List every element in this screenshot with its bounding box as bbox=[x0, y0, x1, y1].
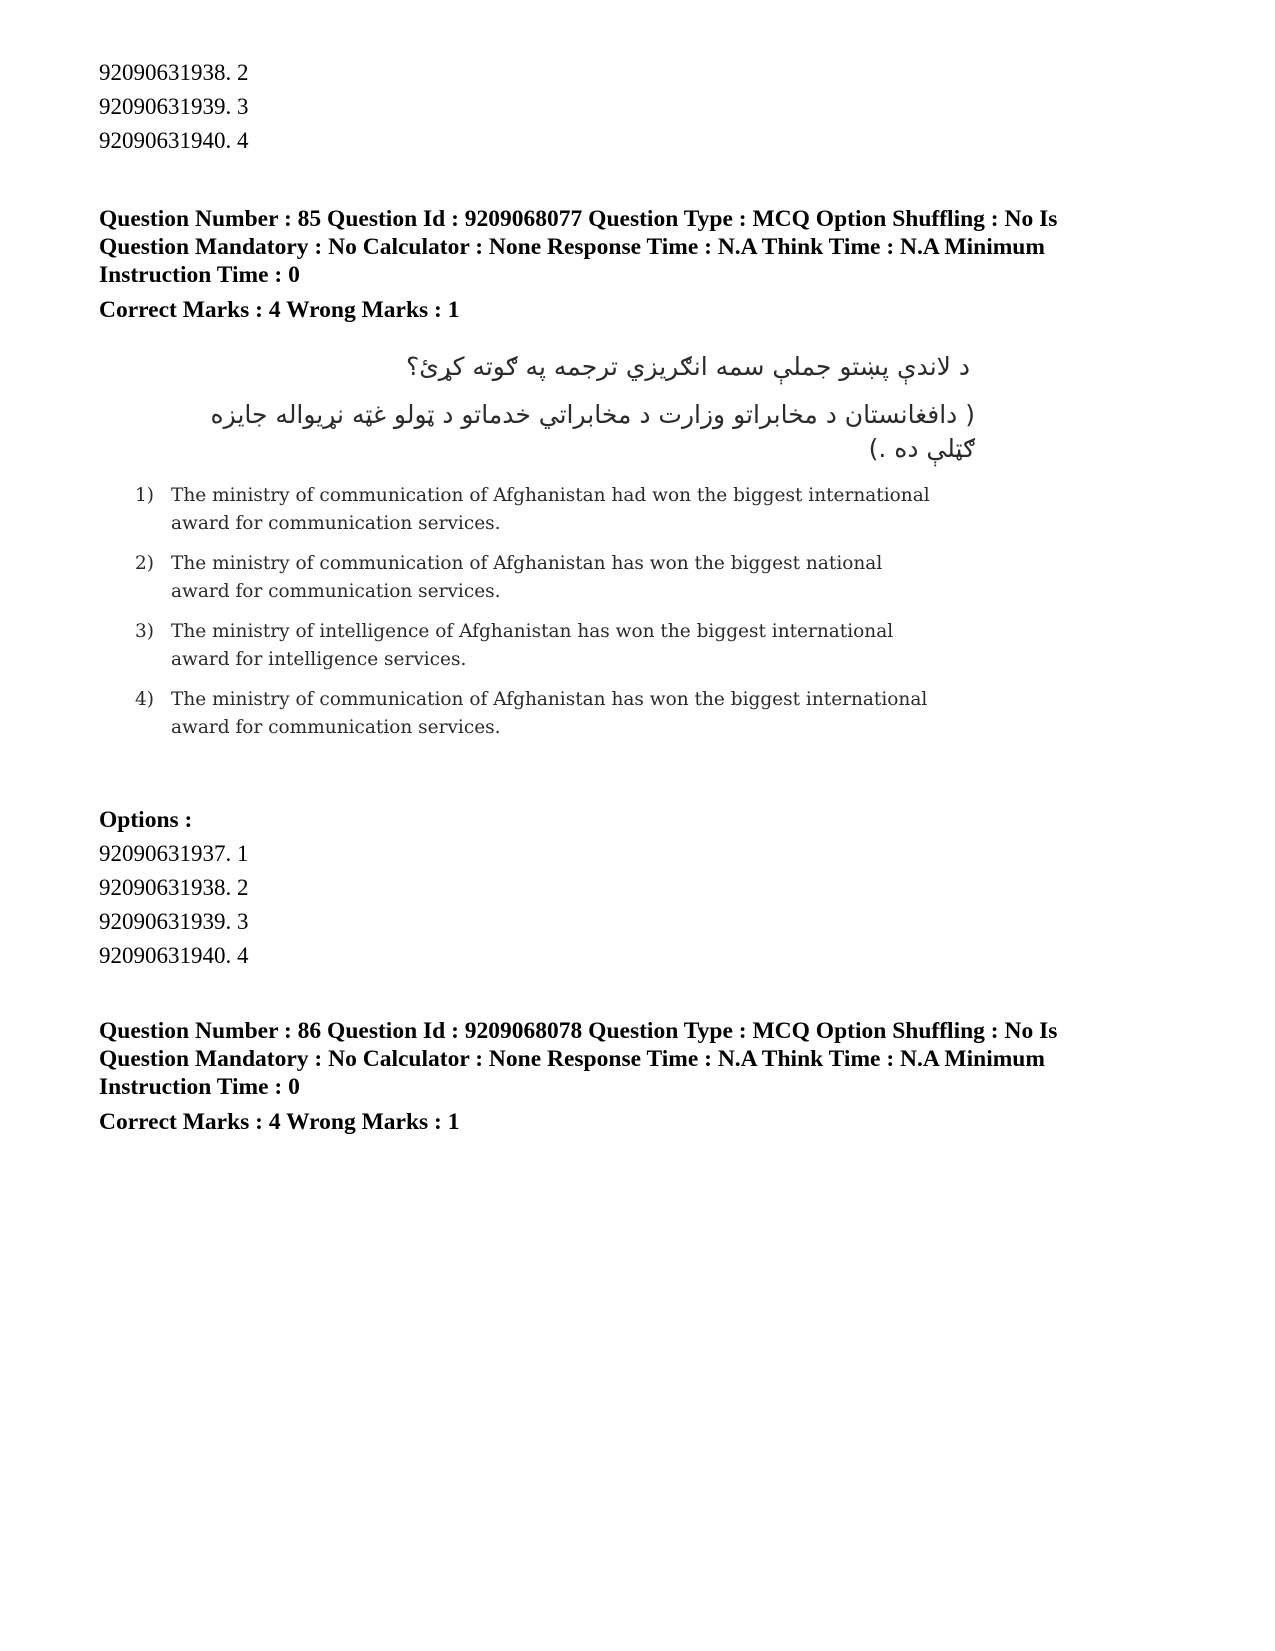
choice-text-line2: award for intelligence services. bbox=[171, 649, 467, 670]
choice-number: 1) bbox=[135, 485, 154, 506]
option-line: 92090631939. 3 bbox=[99, 94, 249, 119]
meta-line: Question Mandatory : No Calculator : None Response Time : N.A Think Time : N.A Minimum bbox=[99, 234, 1045, 260]
pashto-sentence-line1: ( دافغانستان د مخابراتو وزارت د مخابراتي خدماتو د ټولو غټه نړيواله جايزه bbox=[210, 400, 975, 429]
choice-text-line1: The ministry of communication of Afghanistan had won the biggest international bbox=[171, 485, 930, 506]
options-heading: Options : bbox=[99, 807, 193, 833]
question-85-marks: Correct Marks : 4 Wrong Marks : 1 bbox=[99, 297, 460, 323]
meta-line: Question Number : 85 Question Id : 9209068077 Question Type : MCQ Option Shuffling : No Is bbox=[99, 206, 1058, 232]
choice-text-line2: award for communication services. bbox=[171, 717, 501, 738]
meta-line: Instruction Time : 0 bbox=[99, 262, 300, 288]
question-85-image bbox=[130, 352, 990, 780]
option-line: 92090631938. 2 bbox=[99, 875, 249, 900]
meta-line: Instruction Time : 0 bbox=[99, 1074, 300, 1100]
choice-text-line1: The ministry of communication of Afghanistan has won the biggest national bbox=[171, 553, 883, 574]
option-line: 92090631937. 1 bbox=[99, 841, 249, 866]
choice-text-line2: award for communication services. bbox=[171, 513, 501, 534]
pashto-sentence-line2: ګټلې ده .) bbox=[868, 434, 975, 463]
choice-text-line1: The ministry of intelligence of Afghanistan has won the biggest international bbox=[171, 621, 894, 642]
question-86-meta bbox=[99, 1017, 1189, 1101]
choice-number: 3) bbox=[135, 621, 154, 642]
choice-number: 4) bbox=[135, 689, 154, 710]
choice-text-line2: award for communication services. bbox=[171, 581, 501, 602]
choice-text-line1: The ministry of communication of Afghanistan has won the biggest international bbox=[171, 689, 928, 710]
question-86-marks: Correct Marks : 4 Wrong Marks : 1 bbox=[99, 1109, 460, 1135]
pashto-instruction: د لاندې پښتو جملې سمه انګريزي ترجمه په ګوته کړئ؟ bbox=[405, 352, 970, 381]
option-line: 92090631940. 4 bbox=[99, 943, 249, 968]
meta-line: Question Mandatory : No Calculator : None Response Time : N.A Think Time : N.A Minimum bbox=[99, 1046, 1045, 1072]
option-line: 92090631939. 3 bbox=[99, 909, 249, 934]
option-line: 92090631940. 4 bbox=[99, 128, 249, 153]
choice-number: 2) bbox=[135, 553, 154, 574]
question-85-meta bbox=[99, 205, 1189, 289]
option-line: 92090631938. 2 bbox=[99, 60, 249, 85]
meta-line: Question Number : 86 Question Id : 9209068078 Question Type : MCQ Option Shuffling : No Is bbox=[99, 1018, 1058, 1044]
